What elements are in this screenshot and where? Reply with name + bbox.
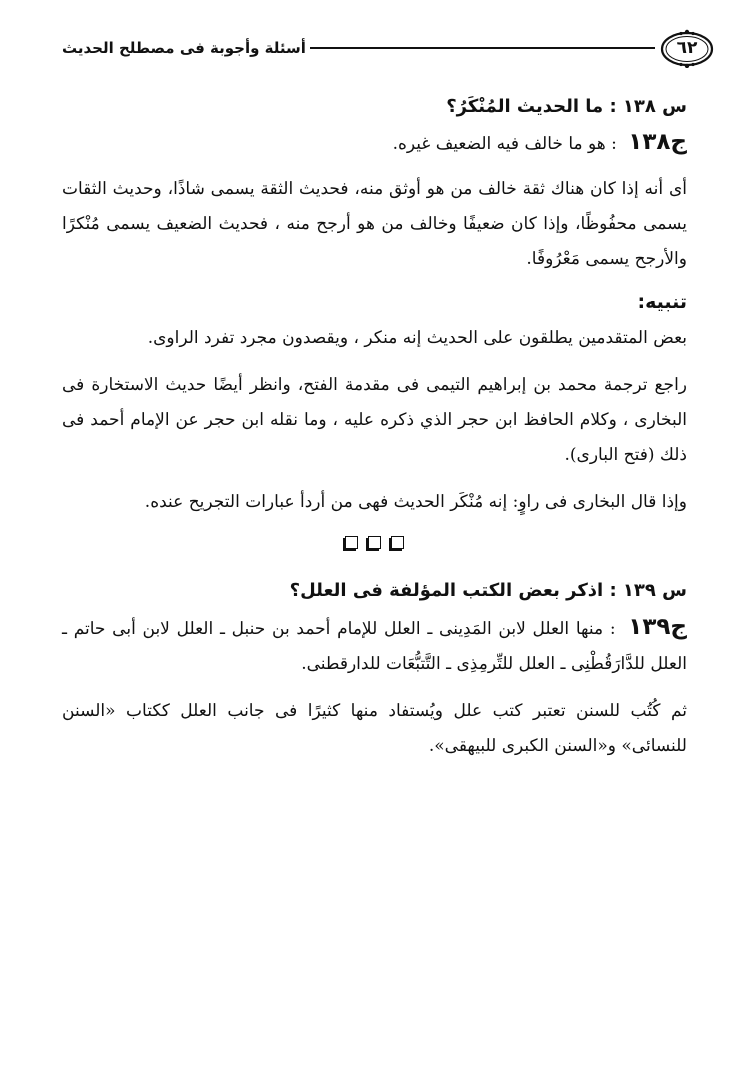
answer [62,126,687,160]
question-heading: س ١٣٨ : ما الحديث المُنْكَرُ؟ [446,96,687,117]
paragraph: وإذا قال البخارى فى راوٍ: إنه مُنْكَر الحديث فهى من أردأ عبارات التجريح عنده. [144,492,687,512]
answer-text: : هو ما خالف فيه الضعيف غيره. [392,134,617,154]
paragraph: ثم كُتُب للسنن تعتبر كتب علل ويُستفاد منها كثيرًا فى جانب العلل ككتاب «السنن للنسائى» و«السنن الكبرى للبيهقى». [62,701,687,756]
square-ornament-icon [391,536,404,549]
running-header [62,28,715,68]
answer-text: : منها العلل لابن المَدِينى ـ العلل للإمام أحمد بن حنبل ـ العلل لابن أبى حاتم ـ العلل للدَّارَقُطْنِى ـ العلل للتِّرمِذِى ـ التَّتبُّعَات للدارقطنى. [62,619,687,674]
answer [62,610,687,682]
answer-marker: ج١٣٨ [628,129,687,155]
running-title: أسئلة وأجوبة فى مصطلح الحديث [62,39,306,57]
section-separator [62,536,687,556]
header-rule [310,47,655,49]
page [62,28,698,764]
page-number-badge [659,28,715,68]
paragraph: أى أنه إذا كان هناك ثقة خالف من هو أوثق منه، فحديث الثقة يسمى شاذًا، وحديث الثقات يسمى محفُوظًا، وإذا كان ضعيفًا وخالف من هو أرجح منه ، فحديث الضعيف يسمى مُنْكرًا والأرجح يسمى مَعْرُوفًا. [62,179,687,269]
square-ornament-icon [368,536,381,549]
square-ornament-icon [345,536,358,549]
note-heading: تنبيه: [637,291,687,313]
paragraph: راجع ترجمة محمد بن إبراهيم التيمى فى مقدمة الفتح، وانظر أيضًا حديث الاستخارة فى البخارى ، وكلام الحافظ ابن حجر الذي ذكره عليه ، وما نقله ابن حجر عن الإمام أحمد فى ذلك (فتح البارى). [62,375,687,465]
paragraph: بعض المتقدمين يطلقون على الحديث إنه منكر ، ويقصدون مجرد تفرد الراوى. [147,328,687,348]
answer-marker: ج١٣٩ [628,614,687,640]
question-heading: س ١٣٩ : اذكر بعض الكتب المؤلفة فى العلل؟ [289,580,687,601]
page-number: ٦٢ [676,38,698,58]
